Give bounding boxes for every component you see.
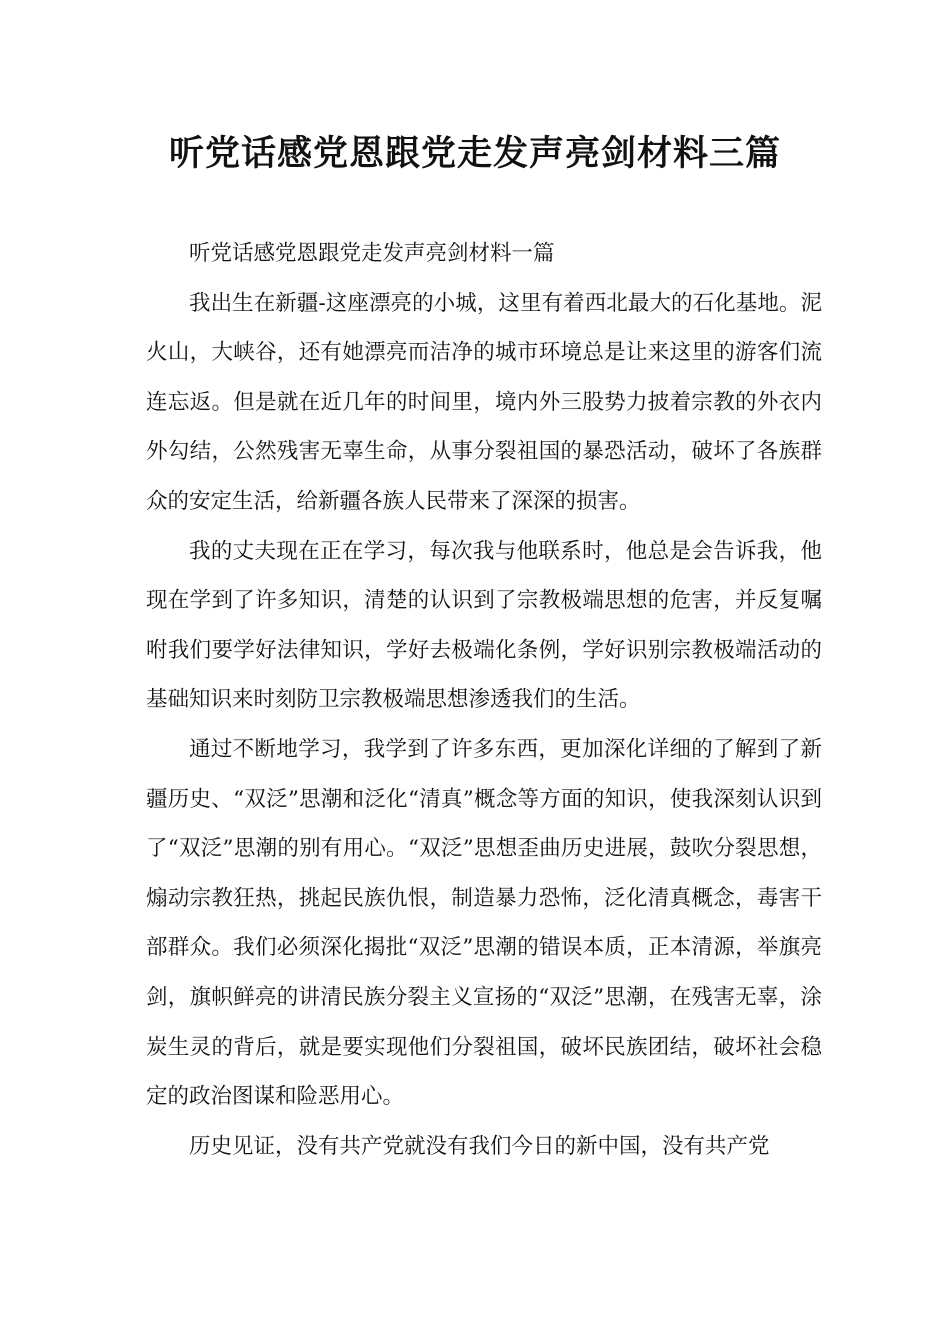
paragraph-2: 我的丈夫现在正在学习，每次我与他联系时，他总是会告诉我，他现在学到了许多知识，清楚的认识到了宗教极端思想的危害，并反复嘱咐我们要学好法律知识，学好去极端化条例，学好识别宗教极端活动的基础知识来时刻防卫宗教极端思想渗透我们的生活。 [146, 538, 822, 713]
paragraph-3: 通过不断地学习，我学到了许多东西，更加深化详细的了解到了新疆历史、“双泛”思潮和泛化“清真”概念等方面的知识，使我深刻认识到了“双泛”思潮的别有用心。“双泛”思想歪曲历史进展，鼓吹分裂思想，煽动宗教狂热，挑起民族仇恨，制造暴力恐怖，泛化清真概念，毒害干部群众。我们必须深化揭批“双泛”思潮的错误本质，正本清源，举旗亮剑，旗帜鲜亮的讲清民族分裂主义宣扬的“双泛”思潮，在残害无辜，涂炭生灵的背后，就是要实现他们分裂祖国，破坏民族团结，破坏社会稳定的政治图谋和险恶用心。 [146, 736, 822, 1110]
document-title: 听党话感党恩跟党走发声亮剑材料三篇 [168, 134, 781, 174]
paragraph-1: 我出生在新疆-这座漂亮的小城，这里有着西北最大的石化基地。泥火山，大峡谷，还有她漂亮而洁净的城市环境总是让来这里的游客们流连忘返。但是就在近几年的时间里，境内外三股势力披着宗教的外衣内外勾结，公然残害无辜生命，从事分裂祖国的暴恐活动，破坏了各族群众的安定生活，给新疆各族人民带来了深深的损害。 [146, 290, 822, 514]
document-body [146, 229, 822, 1171]
paragraph-4: 历史见证，没有共产党就没有我们今日的新中国，没有共产党 [189, 1133, 770, 1159]
section-subtitle: 听党话感党恩跟党走发声亮剑材料一篇 [189, 241, 555, 266]
